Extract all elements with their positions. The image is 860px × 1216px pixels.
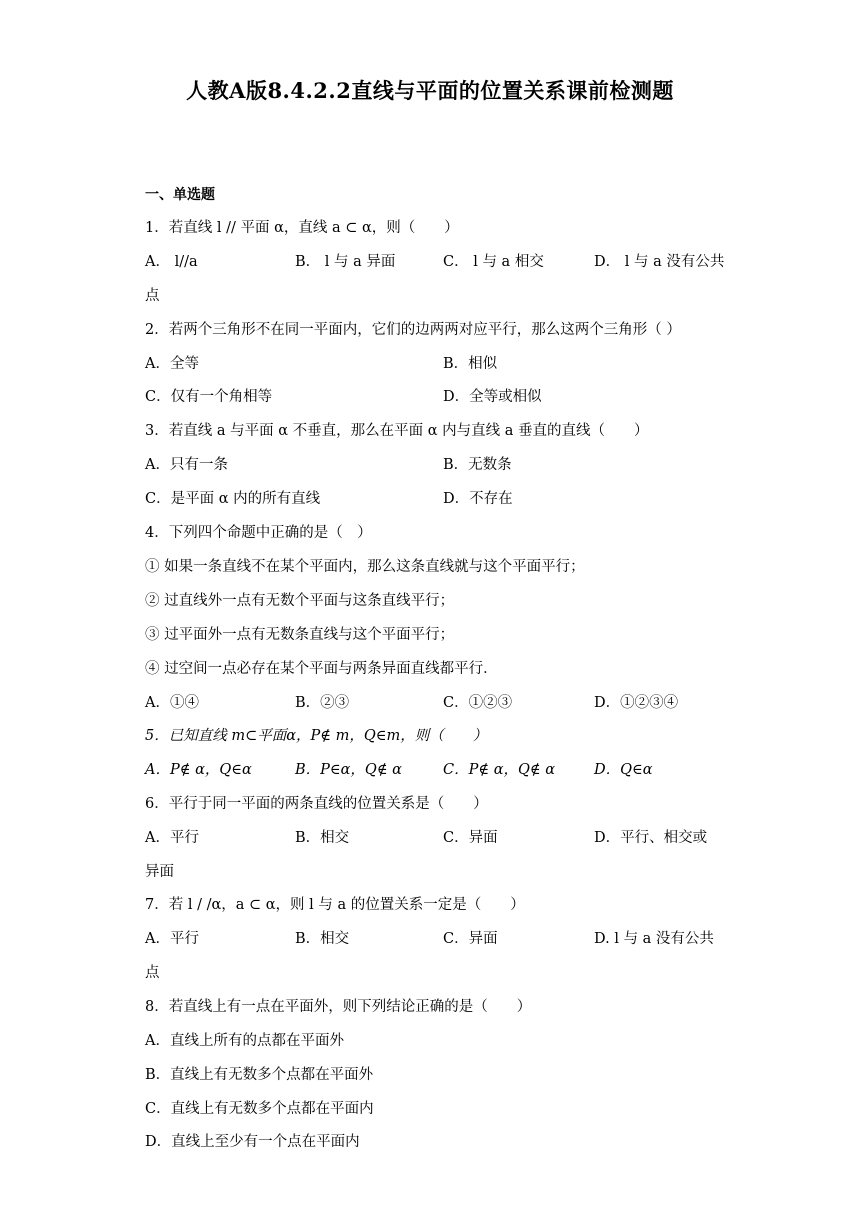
question-2-stem: 2．若两个三角形不在同一平面内，它们的边两两对应平行，那么这两个三角形（ ） [145,322,681,338]
q1-option-c: C． l 与 a 相交 [443,254,544,270]
q3-option-b: B．无数条 [443,457,512,473]
q7-option-d-continued: 点 [145,965,160,981]
question-1-stem: 1．若直线 l // 平面 α，直线 a ⊂ α，则（ ） [145,220,459,236]
q4-option-b: B．②③ [295,695,350,711]
q8-option-b: B．直线上有无数多个点都在平面外 [145,1067,374,1083]
q8-option-d: D．直线上至少有一个点在平面内 [145,1134,360,1150]
q6-option-a: A．平行 [145,830,199,846]
q8-option-c: C．直线上有无数多个点都在平面内 [145,1101,374,1117]
question-3-stem: 3．若直线 a 与平面 α 不垂直，那么在平面 α 内与直线 a 垂直的直线（ ） [145,423,649,439]
q6-option-b: B．相交 [295,830,350,846]
q6-option-c: C．异面 [443,830,498,846]
q4-option-d: D．①②③④ [594,695,679,711]
q8-option-a: A．直线上所有的点都在平面外 [145,1033,344,1049]
q3-option-c: C．是平面 α 内的所有直线 [145,491,321,507]
q3-option-d: D．不存在 [443,491,513,507]
q4-option-c: C．①②③ [443,695,513,711]
q2-option-d: D．全等或相似 [443,389,542,405]
question-7-stem: 7．若 l / /α，a ⊂ α，则 l 与 a 的位置关系一定是（ ） [145,897,525,913]
q4-statement-3: ③ 过平面外一点有无数条直线与这个平面平行； [145,627,455,643]
q7-option-a: A．平行 [145,931,199,947]
q5-option-a: A．P∉ α，Q∈α [145,762,252,778]
q5-option-c: C．P∉ α，Q∉ α [443,762,556,778]
q2-option-c: C．仅有一个角相等 [145,389,273,405]
q6-option-d-continued: 异面 [145,864,174,880]
q2-option-b: B．相似 [443,356,498,372]
section-heading: 一、单选题 [145,187,215,203]
q3-option-a: A．只有一条 [145,457,228,473]
q1-option-d-continued: 点 [145,288,160,304]
page-title: 人教A版8.4.2.2直线与平面的位置关系课前检测题 [186,78,674,103]
q1-option-a: A． l//a [145,254,198,270]
question-4-stem: 4．下列四个命题中正确的是（ ） [145,525,372,541]
q7-option-d: D. l 与 a 没有公共 [594,931,714,947]
q7-option-b: B．相交 [295,931,350,947]
q2-option-a: A．全等 [145,356,199,372]
question-8-stem: 8．若直线上有一点在平面外，则下列结论正确的是（ ） [145,999,532,1015]
question-5-stem: 5．已知直线 m⊂平面α，P∉ m，Q∈m，则（ ） [145,728,488,744]
q4-option-a: A．①④ [145,695,199,711]
q1-option-d: D． l 与 a 没有公共 [594,254,725,270]
question-6-stem: 6．平行于同一平面的两条直线的位置关系是（ ） [145,796,488,812]
q6-option-d: D．平行、相交或 [594,830,708,846]
q5-option-d: D．Q∈α [594,762,653,778]
q4-statement-2: ② 过直线外一点有无数个平面与这条直线平行； [145,593,455,609]
q4-statement-1: ① 如果一条直线不在某个平面内，那么这条直线就与这个平面平行； [145,559,585,575]
q1-option-b: B． l 与 a 异面 [295,254,396,270]
q5-option-b: B．P∈α，Q∉ α [295,762,402,778]
q4-statement-4: ④ 过空间一点必存在某个平面与两条异面直线都平行． [145,661,498,677]
q7-option-c: C．异面 [443,931,498,947]
